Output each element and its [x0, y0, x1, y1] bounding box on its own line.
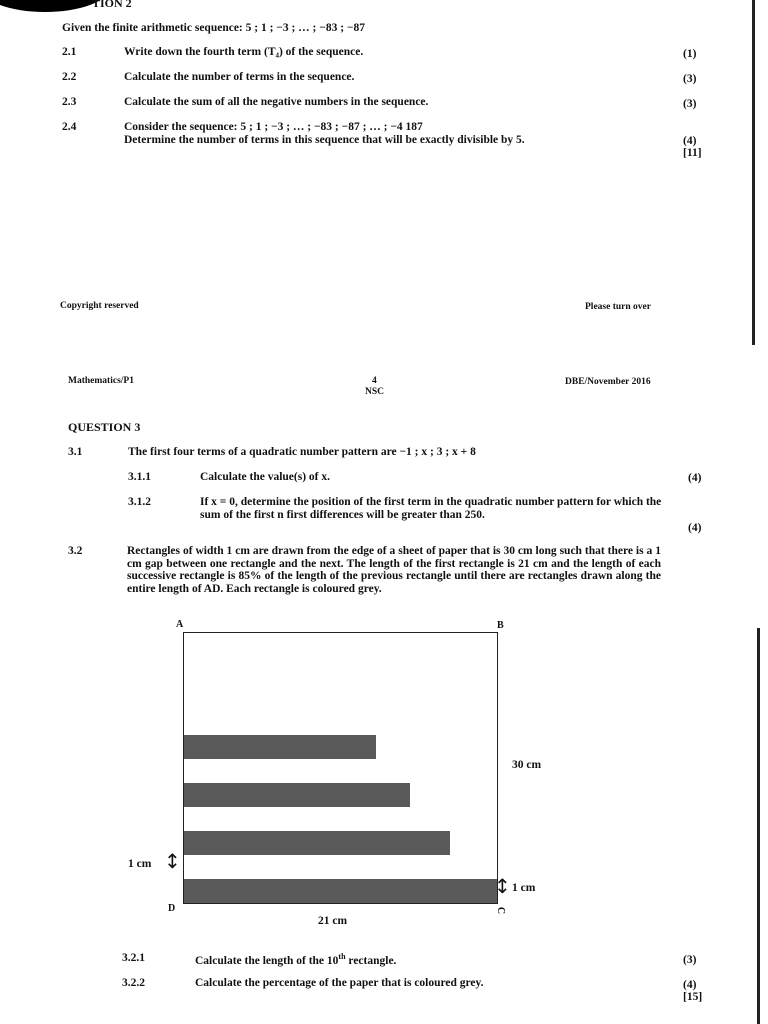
- side-length-label: 30 cm: [512, 759, 542, 771]
- section-heading: TION 2: [92, 0, 132, 10]
- vertex-b-label: B: [497, 620, 504, 631]
- q-total: [11]: [683, 147, 702, 159]
- q-text: Determine the number of terms in this sequence that will be exactly divisible by 5.: [124, 134, 525, 146]
- q-text: The first four terms of a quadratic number pattern are −1 ; x ; 3 ; x + 8: [128, 446, 476, 458]
- q-marks: (3): [683, 98, 697, 110]
- grey-rectangle: [184, 879, 497, 903]
- q-number: 3.1: [68, 446, 83, 458]
- footer-turn-over: Please turn over: [585, 302, 651, 312]
- paper-diagram: [183, 632, 498, 904]
- width-arrow-icon: ↕: [494, 874, 511, 898]
- grey-rectangle: [184, 783, 410, 807]
- q-marks: (4): [683, 979, 697, 991]
- q-number: 3.2: [68, 545, 83, 557]
- vertex-a-label: A: [176, 619, 184, 630]
- q-number: 3.1.2: [128, 496, 151, 508]
- q-marks: (4): [688, 522, 702, 534]
- q-marks: (3): [683, 954, 697, 966]
- header-nsc: NSC: [365, 387, 385, 397]
- q2-intro: Given the finite arithmetic sequence: 5 ; 1 ; −3 ; … ; −83 ; −87: [62, 22, 365, 34]
- q-number: 3.2.1: [122, 952, 145, 964]
- q-total: [15]: [683, 991, 703, 1003]
- q-text: If x = 0, determine the position of the first term in the quadratic number pattern for which the sum of the first n first differences will be greater than 250.: [200, 496, 662, 521]
- q-text: Calculate the length of the 10th rectangle.: [195, 952, 397, 967]
- q-text: Calculate the sum of all the negative numbers in the sequence.: [124, 96, 429, 108]
- q-marks: (1): [683, 48, 697, 60]
- bottom-length-label: 21 cm: [318, 915, 348, 927]
- q-text: Rectangles of width 1 cm are drawn from the edge of a sheet of paper that is 30 cm long such that there is a 1 cm gap between one rectangle and the next. The length of the first rectangle is 21 cm and the length of each successive rectangle is 85% of the length of the previous rectangle until there are rectangles drawn along the entire length of AD. Each rectangle is coloured grey.: [127, 545, 661, 595]
- grey-rectangle: [184, 831, 450, 855]
- q-text: Write down the fourth term (T₄) of the sequence.: [124, 46, 364, 58]
- header-date: DBE/November 2016: [565, 377, 651, 387]
- header-subject: Mathematics/P1: [68, 376, 134, 386]
- q-number: 3.1.1: [128, 471, 151, 483]
- page-edge: [752, 0, 755, 345]
- page-edge: [757, 628, 760, 1024]
- q-marks: (4): [688, 472, 702, 484]
- gap-arrow-icon: ↕: [164, 849, 181, 873]
- q-text: Calculate the percentage of the paper that is coloured grey.: [195, 977, 484, 989]
- header-page-number: 4: [372, 376, 377, 386]
- q-text: Calculate the number of terms in the sequence.: [124, 71, 355, 83]
- q-number: 2.2: [62, 71, 77, 83]
- grey-rectangle: [184, 735, 376, 759]
- q-marks: (3): [683, 73, 697, 85]
- footer-copyright: Copyright reserved: [60, 301, 139, 311]
- q-number: 2.3: [62, 96, 77, 108]
- q-text: Calculate the value(s) of x.: [200, 471, 330, 483]
- page-title: QUESTION 3: [68, 420, 141, 434]
- vertex-c-label: C: [495, 906, 507, 915]
- q-text: Consider the sequence: 5 ; 1 ; −3 ; … ; −83 ; −87 ; … ; −4 187: [124, 121, 423, 133]
- q-number: 3.2.2: [122, 977, 145, 989]
- gap-label: 1 cm: [128, 858, 152, 870]
- q-number: 2.1: [62, 46, 77, 58]
- vertex-d-label: D: [168, 903, 176, 914]
- width-label: 1 cm: [512, 882, 536, 894]
- q-number: 2.4: [62, 121, 77, 133]
- q-marks: (4): [683, 135, 697, 147]
